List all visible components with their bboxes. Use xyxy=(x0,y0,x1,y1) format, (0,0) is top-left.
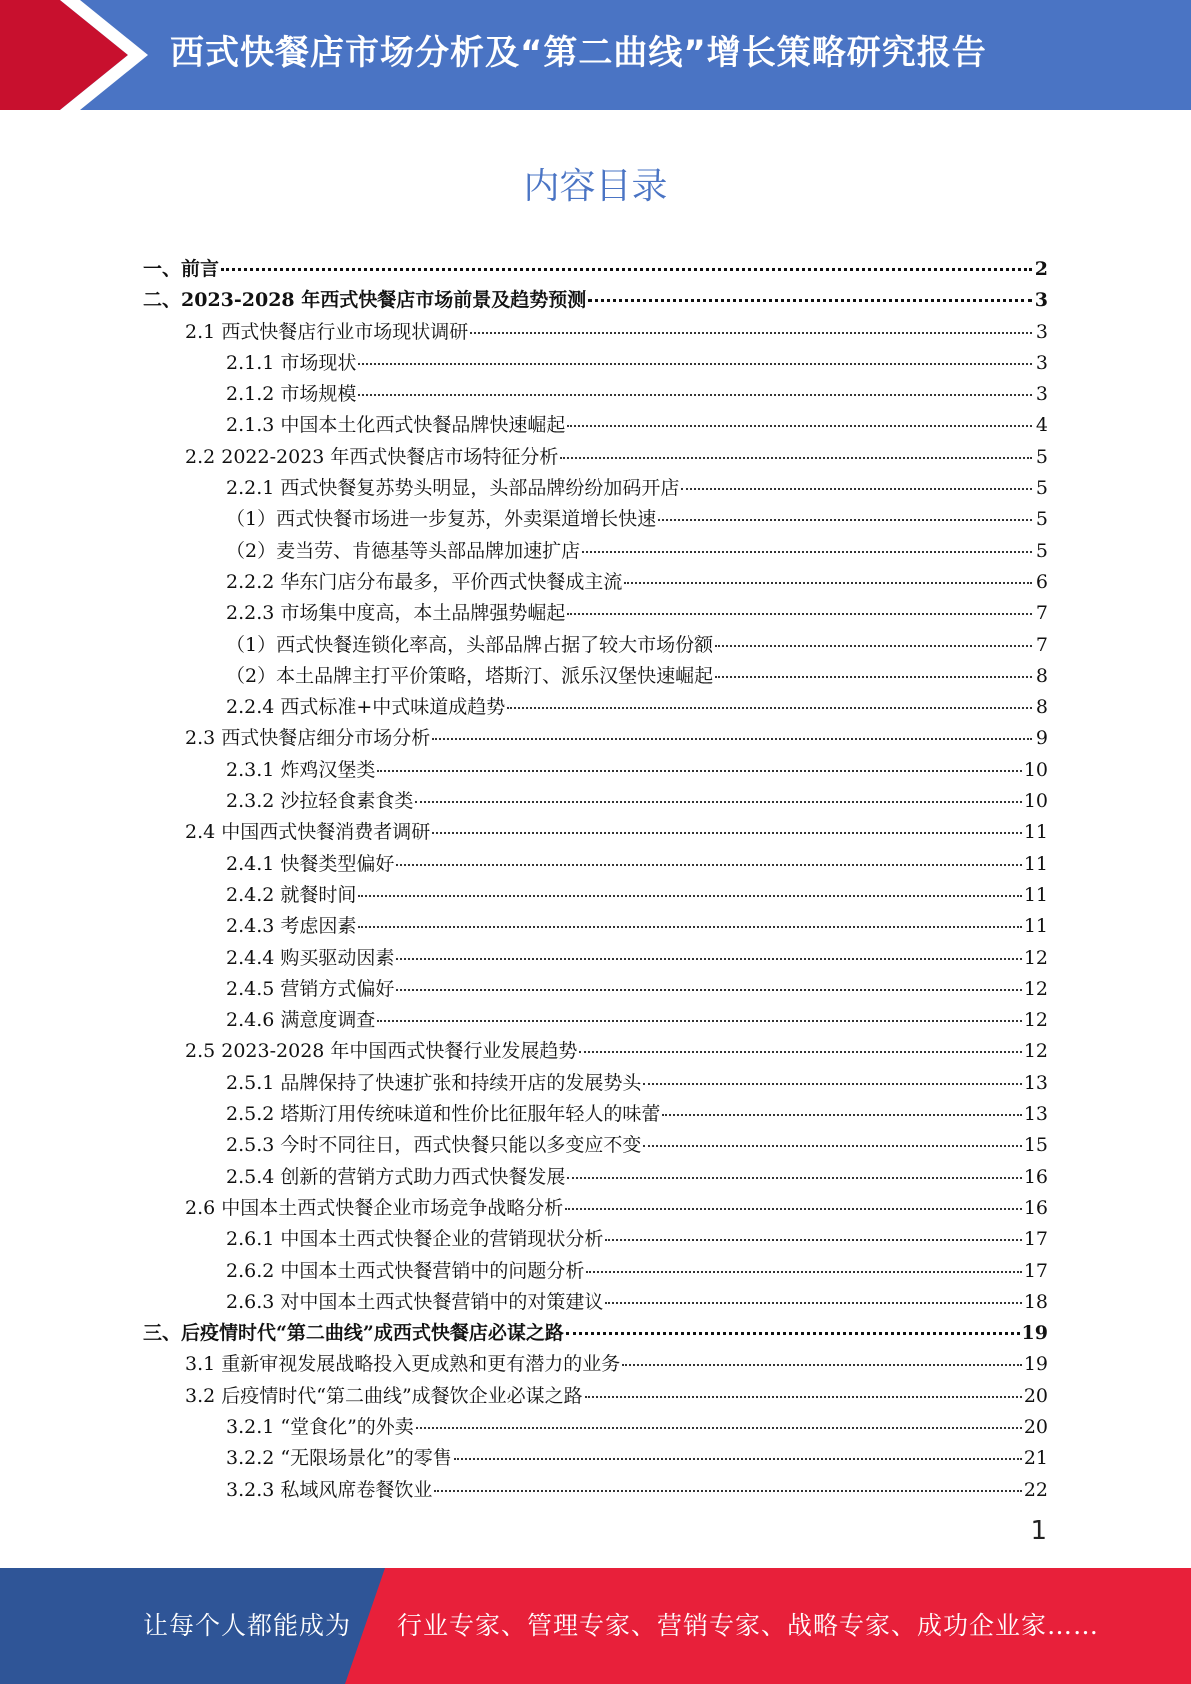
toc-entry-label: 2.6.3 对中国本土西式快餐营销中的对策建议 xyxy=(226,1290,604,1313)
toc-entry[interactable] xyxy=(143,1475,1048,1506)
toc-entry-page: 11 xyxy=(1023,821,1048,844)
toc-entry-page: 15 xyxy=(1023,1134,1048,1157)
toc-entry[interactable] xyxy=(143,1068,1048,1099)
toc-leader-dots xyxy=(358,895,1021,897)
toc-leader-dots xyxy=(567,1177,1021,1179)
toc-entry-page: 19 xyxy=(1021,1322,1048,1345)
toc-entry-page: 13 xyxy=(1023,1103,1048,1126)
toc-entry-page: 17 xyxy=(1023,1259,1048,1282)
toc-leader-dots xyxy=(507,707,1032,709)
toc-entry-label: 3.2.1 “堂食化”的外卖 xyxy=(226,1415,414,1438)
toc-entry[interactable] xyxy=(143,567,1048,598)
toc-entry[interactable] xyxy=(143,817,1048,848)
toc-leader-dots xyxy=(715,645,1032,647)
toc-entry-label: 2.4.5 营销方式偏好 xyxy=(226,977,395,1000)
toc-entry-page: 11 xyxy=(1023,883,1048,906)
toc-entry-page: 16 xyxy=(1023,1165,1048,1188)
toc-leader-dots xyxy=(579,1051,1021,1053)
toc-leader-dots xyxy=(624,582,1032,584)
toc-entry-page: 18 xyxy=(1023,1290,1048,1313)
toc-entry[interactable] xyxy=(143,348,1048,379)
toc-entry[interactable] xyxy=(143,1381,1048,1412)
toc-entry-page: 6 xyxy=(1035,570,1048,593)
toc-entry[interactable] xyxy=(143,880,1048,911)
header-banner xyxy=(0,0,1191,110)
toc-entry[interactable] xyxy=(143,410,1048,441)
toc-entry-label: 2.2.3 市场集中度高，本土品牌强势崛起 xyxy=(226,602,566,625)
toc-entry-label: 3.1 重新审视发展战略投入更成熟和更有潜力的业务 xyxy=(185,1353,621,1376)
toc-entry[interactable] xyxy=(143,473,1048,504)
toc-entry-page: 13 xyxy=(1023,1071,1048,1094)
toc-entry[interactable] xyxy=(143,786,1048,817)
toc-entry-label: 2.4 中国西式快餐消费者调研 xyxy=(185,821,431,844)
toc-leader-dots xyxy=(396,864,1021,866)
toc-entry[interactable] xyxy=(143,598,1048,629)
toc-entry-page: 3 xyxy=(1035,383,1048,406)
toc-entry-page: 8 xyxy=(1035,664,1048,687)
toc-title: 内容目录 xyxy=(523,166,668,207)
toc-entry-label: 2.6.2 中国本土西式快餐营销中的问题分析 xyxy=(226,1259,585,1282)
toc-leader-dots xyxy=(396,989,1021,991)
toc-entry-page: 12 xyxy=(1023,1009,1048,1032)
toc-entry[interactable] xyxy=(143,661,1048,692)
toc-entry-page: 10 xyxy=(1023,758,1048,781)
toc-entry-page: 16 xyxy=(1023,1196,1048,1219)
toc-leader-dots xyxy=(377,770,1021,772)
toc-leader-dots xyxy=(588,299,1032,302)
toc-entry-page: 9 xyxy=(1035,727,1048,750)
toc-entry-page: 20 xyxy=(1023,1415,1048,1438)
toc-entry[interactable] xyxy=(143,1193,1048,1224)
toc-entry-page: 5 xyxy=(1035,539,1048,562)
toc-leader-dots xyxy=(565,1208,1022,1210)
toc-entry-label: （1）西式快餐市场进一步复苏，外卖渠道增长快速 xyxy=(226,508,657,531)
toc-leader-dots xyxy=(622,1364,1022,1366)
toc-entry-label: 2.2.2 华东门店分布最多，平价西式快餐成主流 xyxy=(226,570,623,593)
toc-entry[interactable] xyxy=(143,442,1048,473)
toc-entry[interactable] xyxy=(143,1005,1048,1036)
toc-entry-page: 4 xyxy=(1035,414,1048,437)
toc-entry[interactable] xyxy=(143,692,1048,723)
toc-entry-page: 5 xyxy=(1035,445,1048,468)
toc-leader-dots xyxy=(221,268,1032,271)
toc-entry-label: 2.1.2 市场规模 xyxy=(226,383,357,406)
toc-entry-page: 10 xyxy=(1023,790,1048,813)
toc-entry-label: 2.4.2 就餐时间 xyxy=(226,883,357,906)
toc-entry[interactable] xyxy=(143,254,1048,285)
toc-leader-dots xyxy=(643,1083,1021,1085)
toc-entry[interactable] xyxy=(143,630,1048,661)
toc-entry-label: 2.1.1 市场现状 xyxy=(226,351,357,374)
toc-leader-dots xyxy=(582,551,1032,553)
toc-entry[interactable] xyxy=(143,911,1048,942)
toc-entry-page: 12 xyxy=(1023,1040,1048,1063)
toc-entry-label: 2.5 2023-2028 年中国西式快餐行业发展趋势 xyxy=(185,1040,578,1063)
toc-entry-label: 三、后疫情时代“第二曲线”成西式快餐店必谋之路 xyxy=(143,1322,564,1345)
toc-entry-page: 7 xyxy=(1035,602,1048,625)
toc-entry-page: 12 xyxy=(1023,977,1048,1000)
toc-entry[interactable] xyxy=(143,1162,1048,1193)
toc-entry-label: 2.6 中国本土西式快餐企业市场竞争战略分析 xyxy=(185,1196,564,1219)
toc-entry-page: 11 xyxy=(1023,852,1048,875)
toc-leader-dots xyxy=(560,457,1032,459)
toc-leader-dots xyxy=(470,332,1032,334)
toc-entry-label: 2.2.4 西式标准+中式味道成趋势 xyxy=(226,696,506,719)
toc-entry-label: 2.1 西式快餐店行业市场现状调研 xyxy=(185,320,469,343)
toc-entry-label: 2.5.1 品牌保持了快速扩张和持续开店的发展势头 xyxy=(226,1071,642,1094)
toc-leader-dots xyxy=(377,1020,1021,1022)
toc-entry-label: （2）本土品牌主打平价策略，塔斯汀、派乐汉堡快速崛起 xyxy=(226,664,714,687)
toc-entry[interactable] xyxy=(143,974,1048,1005)
footer-banner xyxy=(0,1568,1191,1684)
toc-entry[interactable] xyxy=(143,1349,1048,1380)
toc-entry-page: 7 xyxy=(1035,633,1048,656)
toc-entry-label: 2.4.1 快餐类型偏好 xyxy=(226,852,395,875)
toc-leader-dots xyxy=(358,394,1032,396)
toc-entry-label: 2.6.1 中国本土西式快餐企业的营销现状分析 xyxy=(226,1228,604,1251)
toc-entry[interactable] xyxy=(143,723,1048,754)
toc-entry-label: 2.1.3 中国本土化西式快餐品牌快速崛起 xyxy=(226,414,566,437)
toc-entry-page: 22 xyxy=(1023,1478,1048,1501)
toc-entry-label: 3.2 后疫情时代“第二曲线”成餐饮企业必谋之路 xyxy=(185,1384,583,1407)
toc-leader-dots xyxy=(567,613,1032,615)
toc-leader-dots xyxy=(358,926,1021,928)
toc-entry-label: 2.3.2 沙拉轻食素食类 xyxy=(226,790,414,813)
toc-leader-dots xyxy=(715,676,1032,678)
footer-slogan-left: 让每个人都能成为 xyxy=(143,1611,352,1640)
toc-entry-page: 11 xyxy=(1023,915,1048,938)
toc-entry-label: 2.3 西式快餐店细分市场分析 xyxy=(185,727,431,750)
toc-entry-label: 一、前言 xyxy=(143,258,220,280)
toc-leader-dots xyxy=(566,1332,1020,1335)
toc-leader-dots xyxy=(396,958,1021,960)
toc-entry[interactable] xyxy=(143,1256,1048,1287)
toc-entry-page: 5 xyxy=(1035,477,1048,500)
toc-leader-dots xyxy=(432,738,1032,740)
toc-entry-label: 2.5.4 创新的营销方式助力西式快餐发展 xyxy=(226,1165,566,1188)
toc-leader-dots xyxy=(567,425,1032,427)
toc-entry-label: （1）西式快餐连锁化率高，头部品牌占据了较大市场份额 xyxy=(226,633,714,656)
toc-entry[interactable] xyxy=(143,285,1048,316)
toc-entry[interactable] xyxy=(143,1036,1048,1067)
toc-entry-label: 2.2.1 西式快餐复苏势头明显，头部品牌纷纷加码开店 xyxy=(226,477,680,500)
toc-entry[interactable] xyxy=(143,1412,1048,1443)
toc-entry[interactable] xyxy=(143,1130,1048,1161)
toc-entry[interactable] xyxy=(143,755,1048,786)
toc-leader-dots xyxy=(662,1114,1021,1116)
toc-entry-label: 2.3.1 炸鸡汉堡类 xyxy=(226,758,376,781)
toc-entry-label: （2）麦当劳、肯德基等头部品牌加速扩店 xyxy=(226,539,581,562)
toc-entry[interactable] xyxy=(143,379,1048,410)
toc-entry-page: 8 xyxy=(1035,696,1048,719)
toc-leader-dots xyxy=(454,1458,1022,1460)
footer-slogan-right: 行业专家、管理专家、营销专家、战略专家、成功企业家…… xyxy=(397,1611,1100,1640)
toc-leader-dots xyxy=(432,832,1022,834)
toc-leader-dots xyxy=(605,1239,1021,1241)
toc-entry-page: 3 xyxy=(1034,289,1048,312)
toc-entry[interactable] xyxy=(143,1224,1048,1255)
toc-leader-dots xyxy=(415,801,1021,803)
toc-entry-page: 2 xyxy=(1034,258,1048,280)
page-number: 1 xyxy=(1030,1516,1047,1546)
toc-entry-label: 2.4.6 满意度调查 xyxy=(226,1009,376,1032)
toc-entry-label: 2.2 2022-2023 年西式快餐店市场特征分析 xyxy=(185,445,559,468)
toc-entry-label: 2.4.4 购买驱动因素 xyxy=(226,946,395,969)
toc-leader-dots xyxy=(681,488,1032,490)
toc-leader-dots xyxy=(586,1271,1021,1273)
toc-entry[interactable] xyxy=(143,1443,1048,1474)
toc-leader-dots xyxy=(585,1396,1022,1398)
toc-entry-page: 21 xyxy=(1023,1447,1048,1470)
toc-entry-label: 2.5.2 塔斯汀用传统味道和性价比征服年轻人的味蕾 xyxy=(226,1103,661,1126)
toc-entry-page: 3 xyxy=(1035,320,1048,343)
report-title: 西式快餐店市场分析及“第二曲线”增长策略研究报告 xyxy=(170,33,987,73)
toc-entry[interactable] xyxy=(143,1099,1048,1130)
toc-entry-label: 3.2.2 “无限场景化”的零售 xyxy=(226,1447,452,1470)
toc-leader-dots xyxy=(358,363,1032,365)
toc-entry[interactable] xyxy=(143,849,1048,880)
toc-entry-page: 3 xyxy=(1035,351,1048,374)
toc-entry[interactable] xyxy=(143,1287,1048,1318)
table-of-contents xyxy=(143,254,1048,1506)
toc-entry-page: 19 xyxy=(1023,1353,1048,1376)
toc-leader-dots xyxy=(434,1490,1021,1492)
toc-leader-dots xyxy=(658,519,1032,521)
toc-entry-label: 3.2.3 私域风席卷餐饮业 xyxy=(226,1478,433,1501)
toc-entry[interactable] xyxy=(143,943,1048,974)
toc-entry-label: 2.5.3 今时不同往日，西式快餐只能以多变应不变 xyxy=(226,1134,642,1157)
toc-leader-dots xyxy=(416,1427,1022,1429)
toc-entry-page: 12 xyxy=(1023,946,1048,969)
toc-entry[interactable] xyxy=(143,1318,1048,1349)
toc-entry[interactable] xyxy=(143,536,1048,567)
toc-entry-page: 20 xyxy=(1023,1384,1048,1407)
toc-leader-dots xyxy=(605,1302,1021,1304)
toc-entry-page: 5 xyxy=(1035,508,1048,531)
toc-leader-dots xyxy=(643,1145,1021,1147)
toc-entry-page: 17 xyxy=(1023,1228,1048,1251)
toc-entry[interactable] xyxy=(143,504,1048,535)
toc-entry-label: 2.4.3 考虑因素 xyxy=(226,915,357,938)
toc-entry[interactable] xyxy=(143,317,1048,348)
toc-entry-label: 二、2023-2028 年西式快餐店市场前景及趋势预测 xyxy=(143,289,587,312)
